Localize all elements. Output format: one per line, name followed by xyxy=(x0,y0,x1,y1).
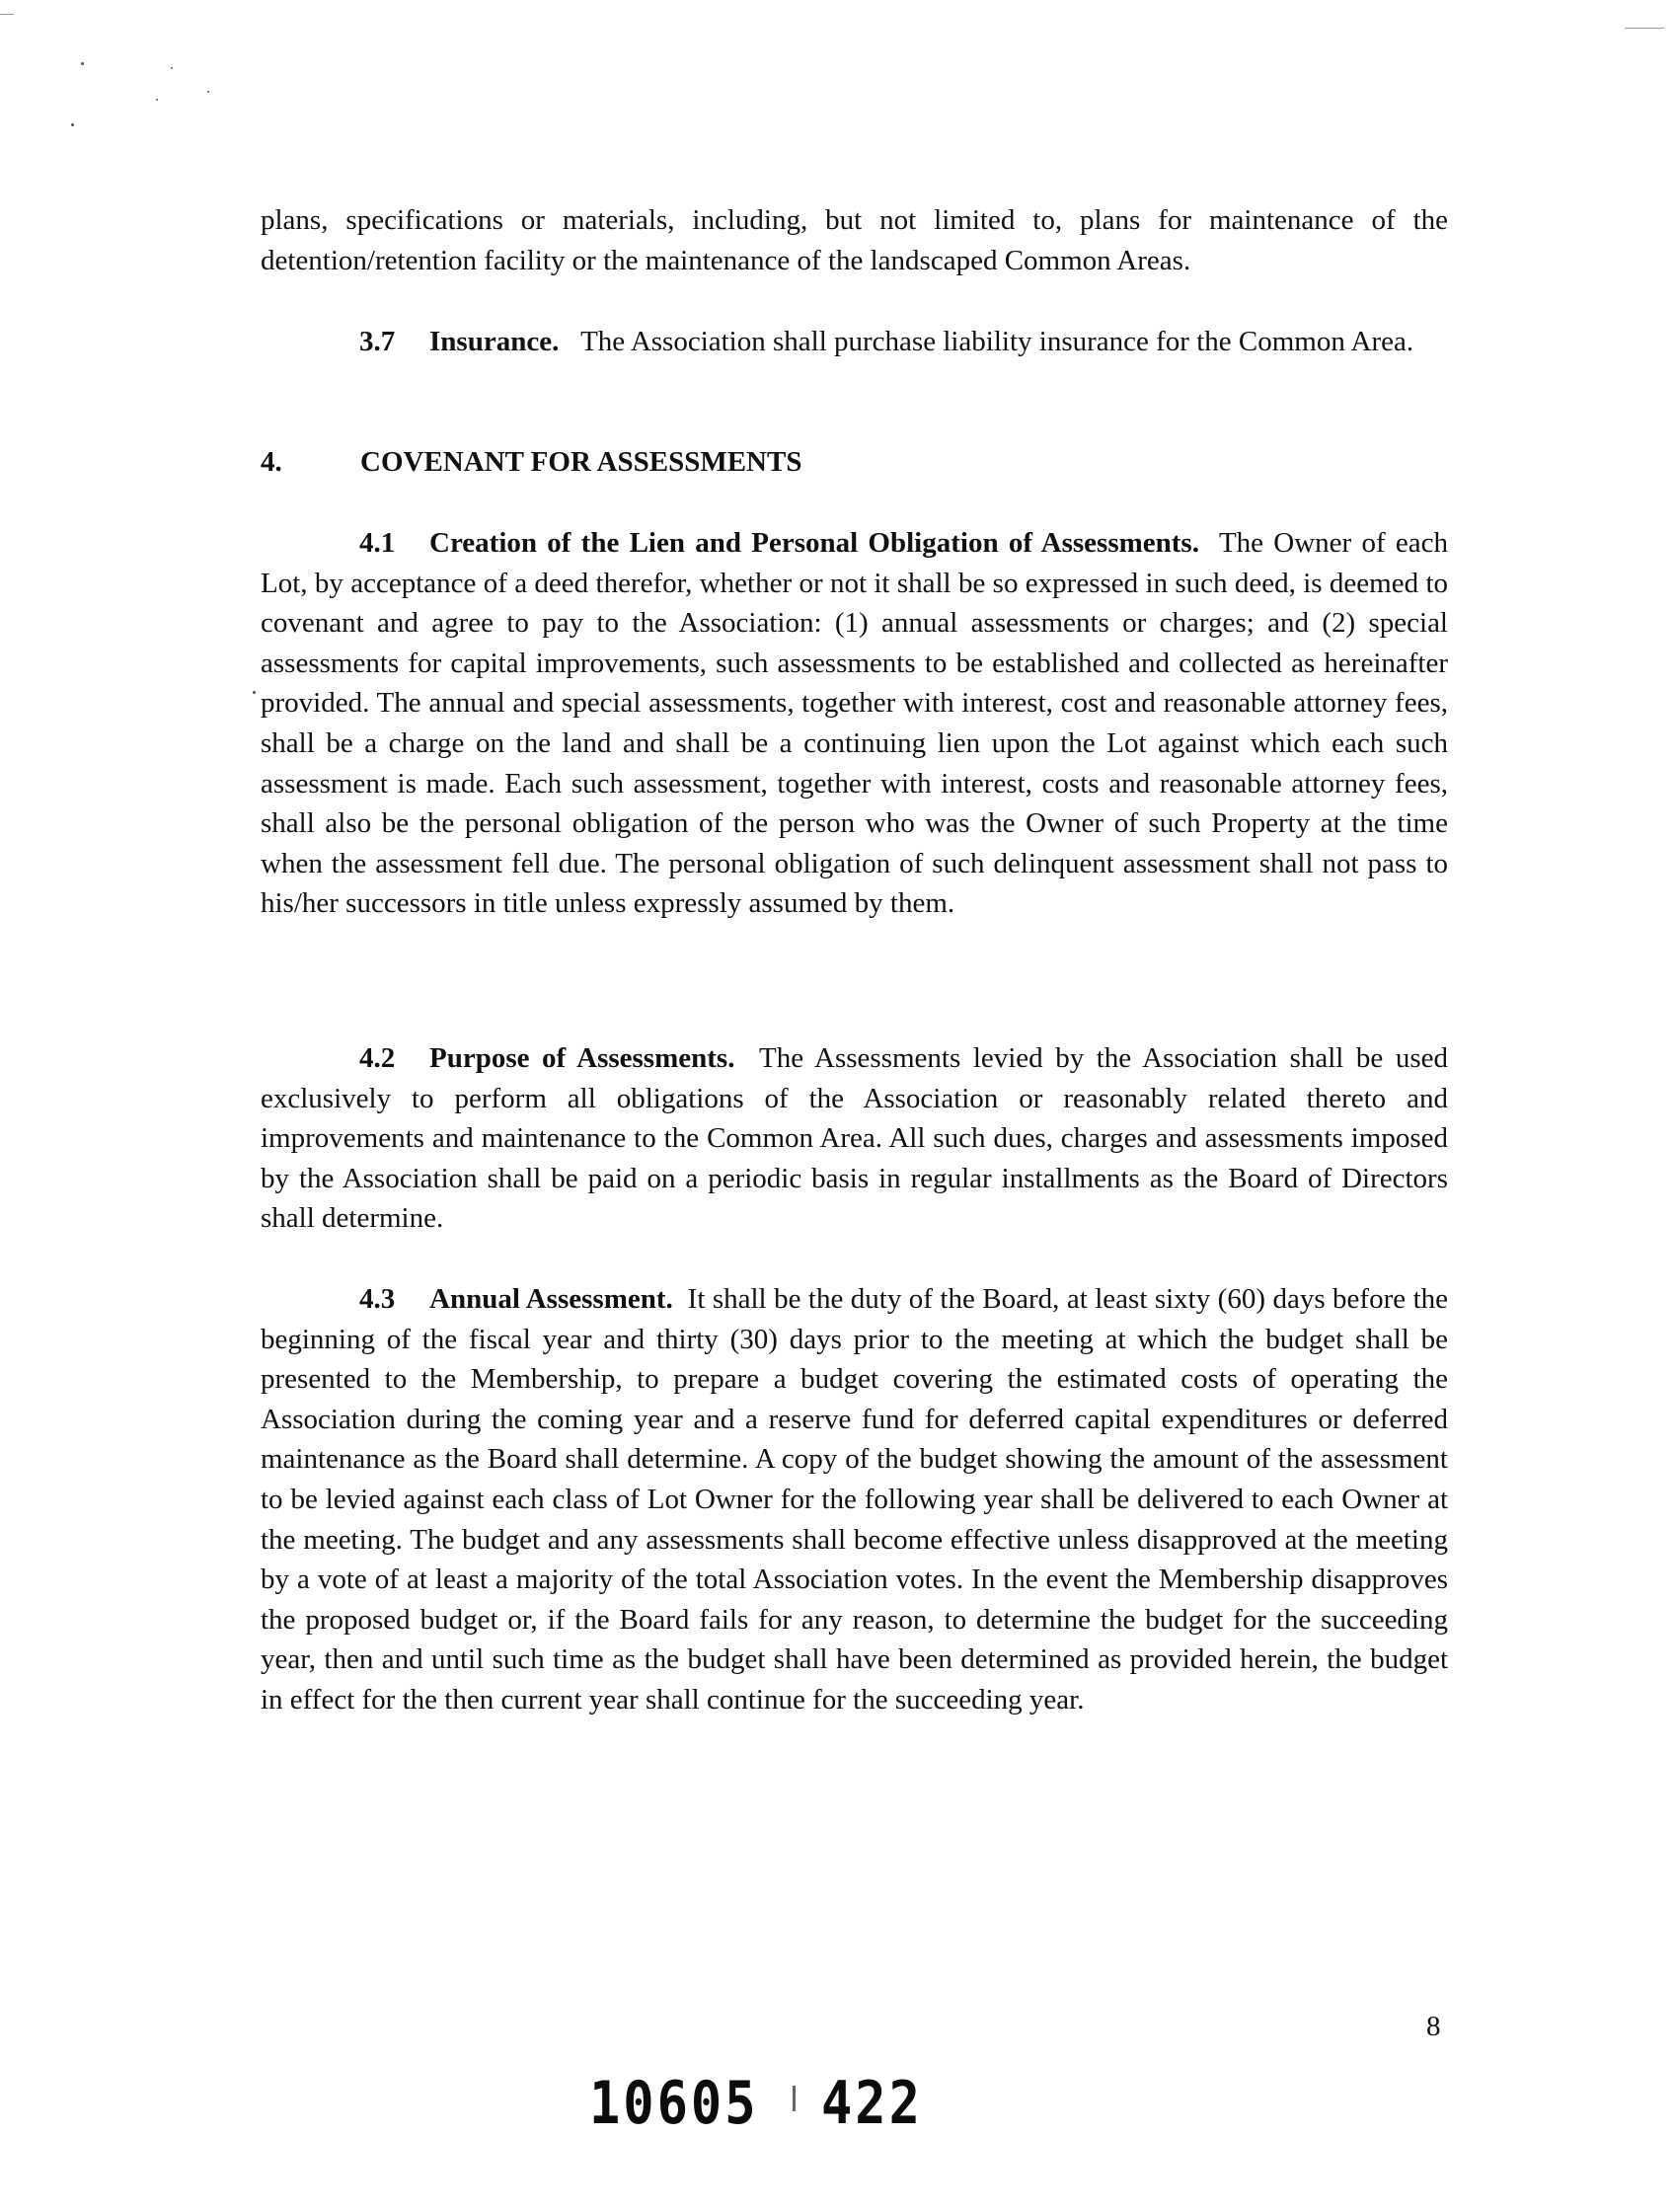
section-4-2 xyxy=(261,1038,1448,1239)
scan-artifact xyxy=(207,91,209,93)
scan-artifact xyxy=(253,691,256,694)
section-heading: Creation of the Lien and Personal Obligation of Assessments. xyxy=(429,527,1199,559)
page-number: 8 xyxy=(1426,2011,1441,2042)
recording-book-number: 10605 xyxy=(589,2070,759,2138)
section-text: It shall be the duty of the Board, at least sixty (60) days before the beginning of the fiscal year and thirty (30) days prior to the meeting at which the budget shall be presented to the Membership, to prepare a budget covering the estimated costs of operating the Association during the coming year and a reserve fund for deferred capital expenditures or deferred maintenance as the Board shall determine. A copy of the budget showing the amount of the assessment to be levied against each class of Lot Owner for the following year shall be delivered to each Owner at the meeting. The budget and any assessments shall become effective unless disapproved at the meeting by a vote of at least a majority of the total Association votes. In the event the Membership disapproves the proposed budget or, if the Board fails for any reason, to determine the budget for the succeeding year, then and until such time as the budget shall have been determined as provided herein, the budget in effect for the then current year shall continue for the succeeding year. xyxy=(261,1283,1448,1716)
stamp-separator xyxy=(793,2086,796,2111)
scan-artifact xyxy=(1625,28,1664,29)
section-number: 4.1 xyxy=(359,527,396,559)
recording-page-number: 422 xyxy=(821,2070,923,2138)
scan-artifact xyxy=(71,123,74,126)
scan-artifact xyxy=(171,67,173,69)
section-number: 3.7 xyxy=(359,326,396,357)
section-text: The Owner of each Lot, by acceptance of a deed therefor, whether or not it shall be so expressed in such deed, is deemed to covenant and agree to pay to the Association: (1) annual assessments or charges; and (2) special assessments for capital improvements, such assessments to be established and collected as hereinafter provided. The annual and special assessments, together with interest, cost and reasonable attorney fees, shall be a charge on the land and shall be a continuing lien upon the Lot against which each such assessment is made. Each such assessment, together with interest, costs and reasonable attorney fees, shall also be the personal obligation of the person who was the Owner of such Property at the time when the assessment fell due. The personal obligation of such delinquent assessment shall not pass to his/her successors in title unless expressly assumed by them. xyxy=(261,527,1448,920)
section-heading: Insurance. xyxy=(429,326,560,357)
section-number: 4.3 xyxy=(359,1283,396,1315)
section-heading: Annual Assessment. xyxy=(429,1283,673,1315)
section-3-7 xyxy=(261,322,1448,362)
section-number: 4. xyxy=(261,446,282,478)
scan-artifact xyxy=(156,99,158,101)
continuation-text: plans, specifications or materials, including, but not limited to, plans for maintenance of the detention/retention facility or the maintenance of the landscaped Common Areas. xyxy=(261,204,1448,276)
continuation-paragraph xyxy=(261,200,1448,280)
section-heading: COVENANT FOR ASSESSMENTS xyxy=(360,446,802,478)
section-text: The Association shall purchase liability insurance for the Common Area. xyxy=(580,326,1414,357)
section-number: 4.2 xyxy=(359,1042,396,1074)
section-4-3 xyxy=(261,1279,1448,1720)
section-4-1 xyxy=(261,523,1448,924)
section-heading: Purpose of Assessments. xyxy=(429,1042,735,1074)
scan-artifact xyxy=(81,62,84,65)
scan-artifact xyxy=(0,14,14,15)
section-4-heading xyxy=(261,442,1448,483)
section-text: The Assessments levied by the Association shall be used exclusively to perform all obligations of the Association or reasonably related thereto and improvements and maintenance to the Common Area. All such dues, charges and assessments imposed by the Association shall be paid on a periodic basis in regular installments as the Board of Directors shall determine. xyxy=(261,1042,1448,1235)
